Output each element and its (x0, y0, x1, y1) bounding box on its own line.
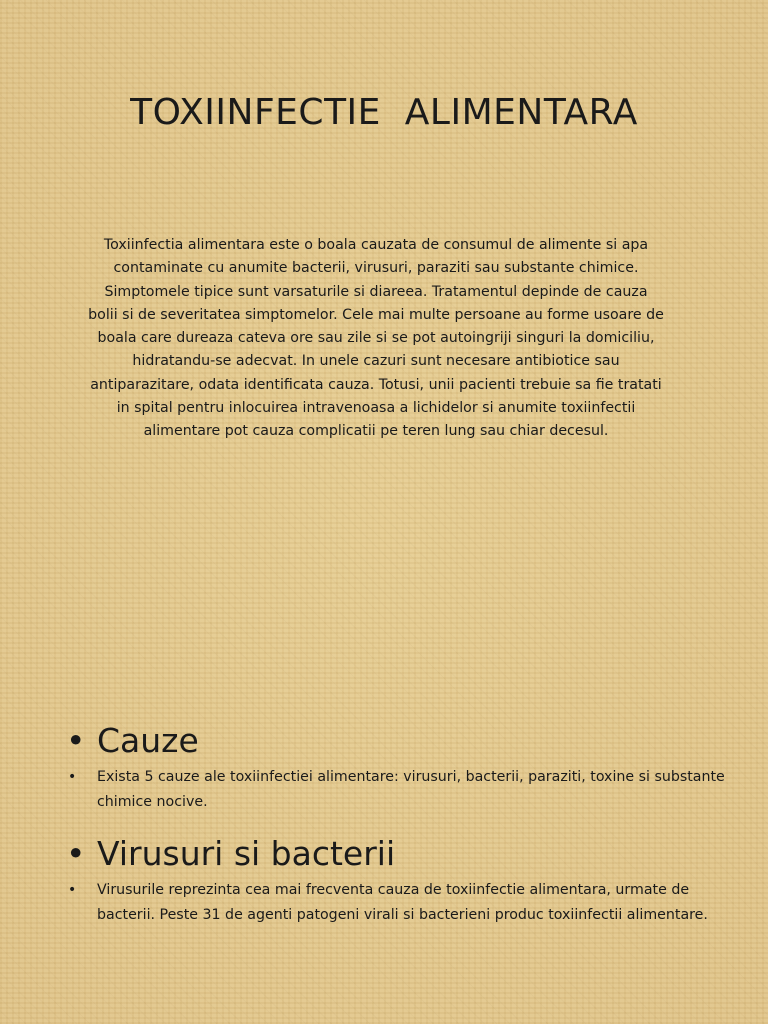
section-heading: Virusuri si bacterii (97, 834, 396, 873)
bullet-icon: • (66, 834, 86, 873)
section-text: Exista 5 cauze ale toxiinfectiei alimentare: virusuri, bacterii, paraziti, toxine si substante chimice nocive. (97, 769, 725, 810)
section-heading-row (0, 719, 768, 763)
page-title: TOXIINFECTIE ALIMENTARA (130, 92, 638, 133)
bullet-icon: • (68, 769, 77, 785)
section-heading: Cauze (97, 721, 199, 760)
intro-paragraph: Toxiinfectia alimentara este o boala cauzata de consumul de alimente si apa contaminate cu anumite bacterii, virusuri, paraziti sau substante chimice. Simptomele tipice sunt varsaturile si diareea. Tratamentul depinde de cauza bolii si de severitatea simptomelor. Cele mai multe persoane au forme usoare de boala care dureaza cateva ore sau zile si se pot autoingriji singuri la domiciliu, hidratandu-se adecvat. In unele cazuri sunt necesare antibiotice sau antiparazitare, odata identificata cauza. Totusi, unii pacienti trebuie sa fie tratati in spital pentru inlocuirea intravenoasa a lichidelor si anumite toxiinfectii alimentare pot cauza complicatii pe teren lung sau chiar decesul. (88, 237, 664, 440)
bullet-icon: • (68, 882, 77, 898)
bullet-icon: • (66, 721, 86, 760)
section-heading-row (0, 832, 768, 876)
section-text: Virusurile reprezinta cea mai frecventa cauza de toxiinfectie alimentara, urmate de bacterii. Peste 31 de agenti patogeni virali si bacterieni produc toxiinfectii alimentare. (97, 882, 708, 923)
section-text-row (0, 878, 768, 927)
section-cauze (0, 719, 768, 814)
section-text-row (0, 765, 768, 814)
section-virusuri-si-bacterii (0, 832, 768, 927)
